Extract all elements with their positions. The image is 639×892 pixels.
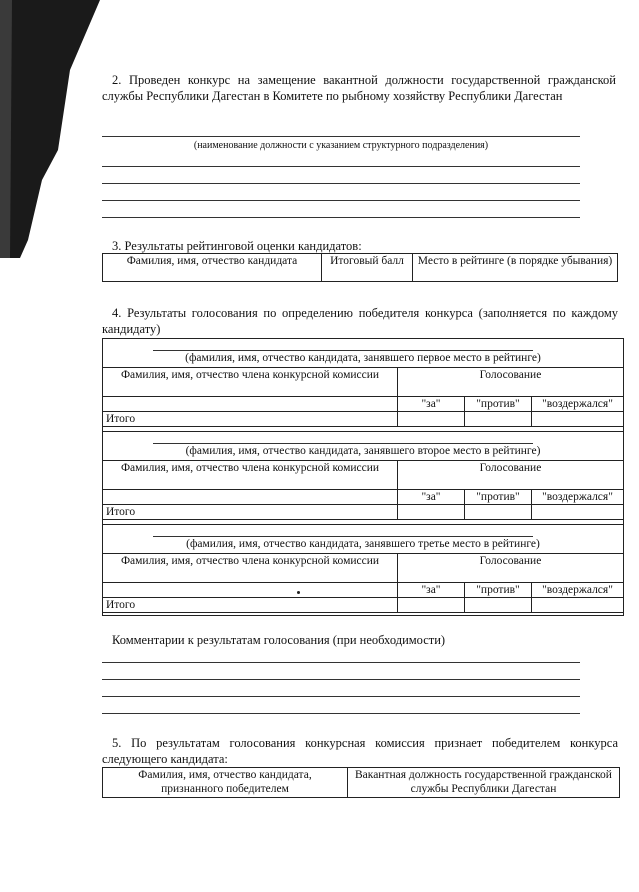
winner-table — [102, 767, 620, 798]
position-line-5 — [102, 217, 580, 218]
vote-abstain: "воздержался" — [532, 397, 624, 412]
total-against — [465, 412, 532, 427]
rating-col-name: Фамилия, имя, отчество кандидата — [103, 254, 322, 282]
vote-table-2 — [102, 460, 624, 520]
vote-header: Голосование — [398, 461, 624, 490]
vote-header: Голосование — [398, 368, 624, 397]
vote-against: "против" — [465, 397, 532, 412]
comment-line-2 — [102, 679, 580, 680]
candidate-1-line — [153, 350, 533, 351]
position-caption: (наименование должности с указанием структурного подразделения) — [193, 140, 489, 151]
vote-table-3 — [102, 553, 624, 613]
total-for — [398, 598, 465, 613]
total-label: Итого — [103, 412, 398, 427]
section5-text: 5. По результатам голосования конкурсная комиссия признает победителем конкурса следующего кандидата: — [102, 736, 618, 766]
member-cell — [103, 490, 398, 505]
position-line-2 — [102, 166, 580, 167]
total-abstain — [532, 505, 624, 520]
member-header: Фамилия, имя, отчество члена конкурсной комиссии — [103, 461, 398, 490]
scan-shadow — [0, 0, 110, 260]
total-abstain — [532, 412, 624, 427]
vote-against: "против" — [465, 583, 532, 598]
position-line-1 — [102, 136, 580, 137]
section2-number: 2. — [112, 73, 122, 87]
scan-speck — [297, 591, 300, 594]
vote-table-1 — [102, 367, 624, 427]
total-for — [398, 505, 465, 520]
vote-for: "за" — [398, 397, 465, 412]
section2-text: Проведен конкурс на замещение вакантной должности государственной гражданской службы Республики Дагестан в Комитете по рыбному хозяйству Республики Дагестан — [102, 73, 616, 103]
member-header: Фамилия, имя, отчество члена конкурсной комиссии — [103, 368, 398, 397]
candidate-3-caption: (фамилия, имя, отчество кандидата, занявшего третье место в рейтинге) — [186, 538, 540, 550]
total-against — [465, 505, 532, 520]
vote-header: Голосование — [398, 554, 624, 583]
candidate-3-line — [153, 536, 533, 537]
section4-heading: 4. Результаты голосования по определению победителя конкурса (заполняется по каждому кандидату) — [102, 306, 618, 336]
rating-col-score: Итоговый балл — [322, 254, 413, 282]
candidate-1-caption: (фамилия, имя, отчество кандидата, занявшего первое место в рейтинге) — [185, 352, 541, 364]
vote-block-3 — [102, 524, 624, 616]
vote-against: "против" — [465, 490, 532, 505]
section3-heading: 3. Результаты рейтинговой оценки кандидатов: — [112, 239, 362, 253]
candidate-2-line — [153, 443, 533, 444]
winner-col-position: Вакантная должность государственной гражданской службы Республики Дагестан — [348, 768, 620, 798]
vote-for: "за" — [398, 583, 465, 598]
total-abstain — [532, 598, 624, 613]
comments-heading: Комментарии к результатам голосования (при необходимости) — [112, 633, 446, 647]
total-against — [465, 598, 532, 613]
total-for — [398, 412, 465, 427]
section2-paragraph — [102, 72, 616, 104]
vote-abstain: "воздержался" — [532, 490, 624, 505]
member-cell — [103, 397, 398, 412]
comment-line-3 — [102, 696, 580, 697]
member-header: Фамилия, имя, отчество члена конкурсной комиссии — [103, 554, 398, 583]
total-label: Итого — [103, 598, 398, 613]
rating-col-place: Место в рейтинге (в порядке убывания) — [413, 254, 618, 282]
vote-abstain: "воздержался" — [532, 583, 624, 598]
vote-block-2 — [102, 431, 624, 525]
position-line-3 — [102, 183, 580, 184]
vote-block-1 — [102, 338, 624, 432]
comment-line-4 — [102, 713, 580, 714]
vote-for: "за" — [398, 490, 465, 505]
total-label: Итого — [103, 505, 398, 520]
rating-table — [102, 253, 618, 282]
member-cell — [103, 583, 398, 598]
candidate-2-caption: (фамилия, имя, отчество кандидата, занявшего второе место в рейтинге) — [185, 445, 541, 457]
winner-col-name: Фамилия, имя, отчество кандидата, признанного победителем — [103, 768, 348, 798]
comment-line-1 — [102, 662, 580, 663]
position-line-4 — [102, 200, 580, 201]
